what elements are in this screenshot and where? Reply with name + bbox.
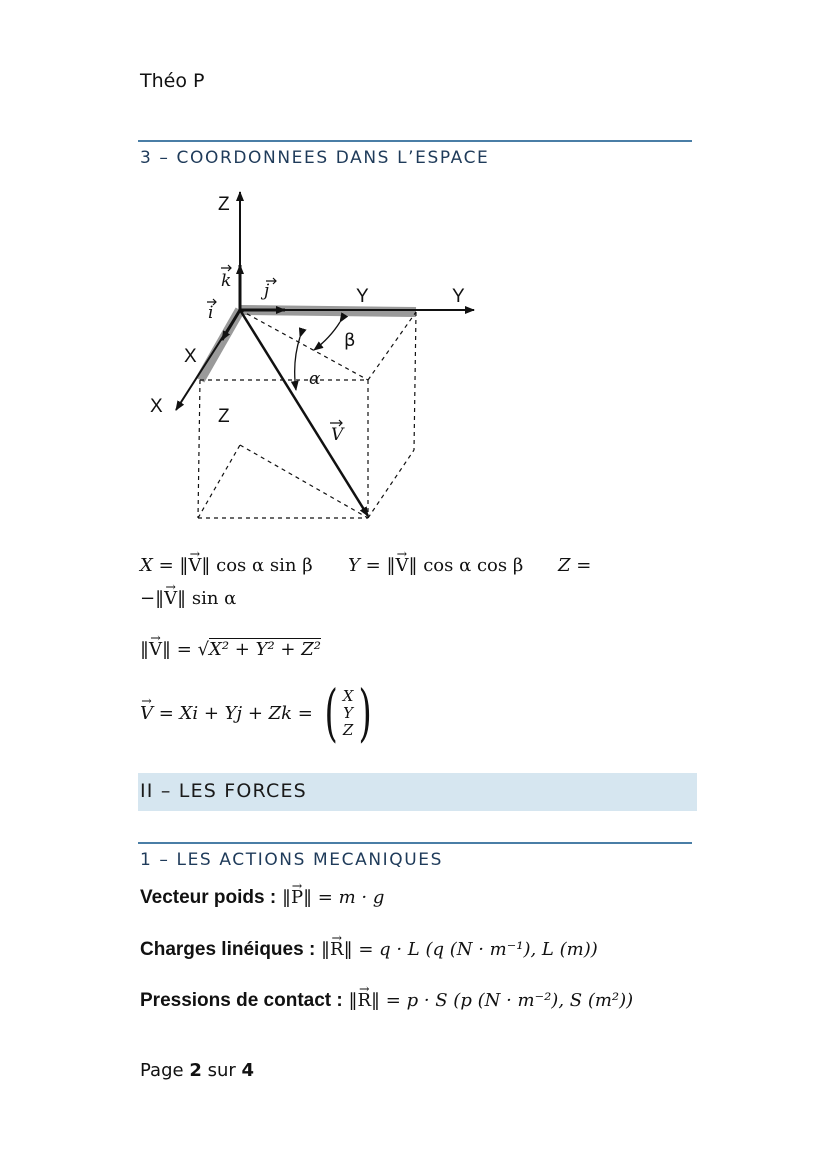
weight-formula-line: Vecteur poids : ‖→ P‖ = m · g xyxy=(140,887,384,909)
x-axis-label: X xyxy=(150,396,163,417)
formula-vector-decomposition: → V = Xi + Yj + Zk = ( X Y Z ) xyxy=(140,682,378,744)
contact-pressure-formula-line: Pressions de contact : ‖→ R‖ = p · S (p (N · m⁻²), S (m²)) xyxy=(140,990,633,1012)
projection-box xyxy=(198,310,416,518)
formula-norm: ‖→ V‖ = √X² + Y² + Z² xyxy=(140,638,321,660)
alpha-label: α xyxy=(309,369,321,389)
part-title-forces: II – LES FORCES xyxy=(140,780,307,802)
formula-x: X = ‖→ V‖ cos α sin β xyxy=(140,555,313,576)
formula-z-rhs: −‖→ V‖ sin α xyxy=(140,588,236,609)
section-rule xyxy=(138,140,692,142)
z-component-label: Z xyxy=(218,406,230,427)
j-label: j xyxy=(264,281,270,301)
i-label: i xyxy=(208,303,214,323)
alpha-arc xyxy=(295,337,300,390)
formula-z-lhs: Z = xyxy=(558,555,592,576)
y-axis-label: Y xyxy=(452,286,465,307)
v-label: V xyxy=(331,425,344,445)
section-title-mechanical-actions: 1 – LES ACTIONS MECANIQUES xyxy=(140,850,444,870)
x-component-label: X xyxy=(184,346,197,367)
k-label: k xyxy=(221,271,232,291)
linear-load-formula-line: Charges linéiques : ‖→ R‖ = q · L (q (N · m⁻¹), L (m)) xyxy=(140,939,598,961)
section-rule xyxy=(138,842,692,844)
z-axis-label: Z xyxy=(218,194,230,215)
components-matrix: ( X Y Z ) xyxy=(324,676,373,749)
formula-y: Y = ‖→ V‖ cos α cos β xyxy=(348,555,523,576)
section-title-coordinates: 3 – COORDONNEES DANS L’ESPACE xyxy=(140,148,490,168)
coordinate-diagram xyxy=(140,185,500,530)
y-component-label: Y xyxy=(356,286,369,307)
beta-label: β xyxy=(344,330,356,351)
beta-arc xyxy=(314,322,340,350)
page-footer: Page 2 sur 4 xyxy=(140,1060,255,1081)
author-name: Théo P xyxy=(140,70,205,92)
